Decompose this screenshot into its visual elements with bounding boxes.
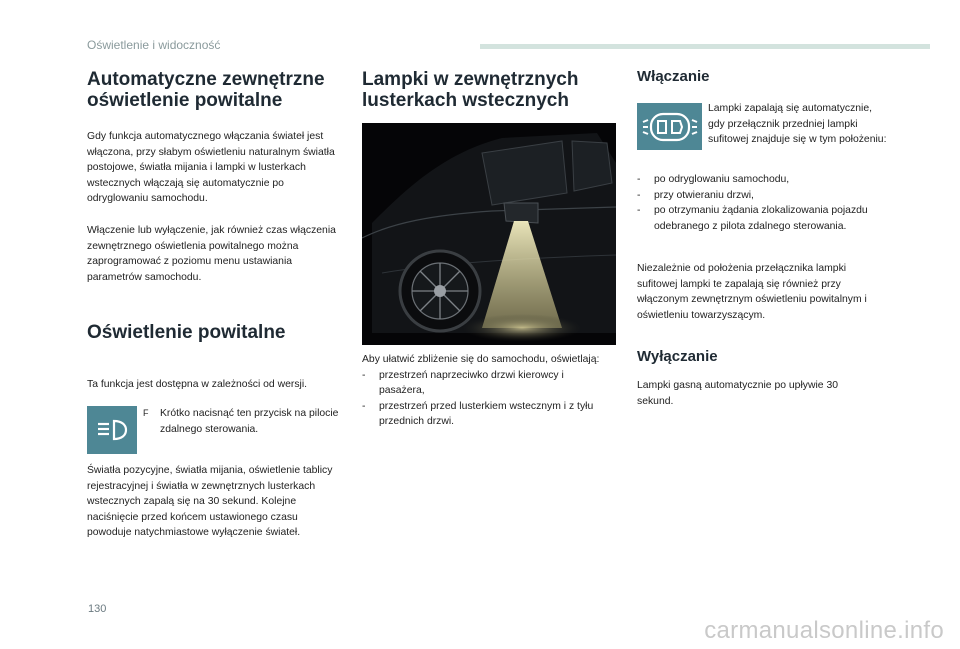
welcome-subtitle: Oświetlenie powitalne [87,322,286,343]
headlight-icon [95,418,129,442]
right-off-para-wrap [637,378,867,409]
left-para-4: Światła pozycyjne, światła mijania, oświetlenie tablicy rejestracyjnej i światła w zewnętrznych lusterkach wstecznych zapalą się na 30 sekund. Kolejne naciśnięcie przed końcem ustawionego czasu powoduje natychmiastowe wyłączenie świateł. [87,465,333,539]
left-para-4-wrap [87,463,342,541]
header-bar [480,44,930,49]
icon-description-wrap [708,101,888,148]
right-title-on: Włączanie [637,68,710,85]
list-item: - po otrzymaniu żądania zlokalizowania pojazdu odebranego z pilota zdalnego sterowania. [637,203,887,234]
right-off-para: Lampki gasną automatycznie po upływie 30 sekund. [637,380,839,407]
car-mirror-light-photo [362,123,616,345]
welcome-section [87,322,339,343]
watermark: carmanualsonline.info [704,617,944,644]
right-list-wrap [637,172,887,234]
right-list [637,172,887,234]
left-title: Automatyczne zewnętrzne oświetlenie powitalne [87,69,325,111]
courtesy-light-icon-box [637,103,702,150]
right-title-off: Wyłączanie [637,348,718,365]
icon-description: Lampki zapalają się automatycznie, gdy przełącznik przedniej lampki sufitowej znajduje się w tym położeniu: [708,103,887,146]
list-item: - przestrzeń przed lusterkiem wstecznym i z tyłu przednich drzwi. [362,399,612,430]
left-column [87,69,339,285]
middle-column [362,69,616,111]
left-para-1: Gdy funkcja automatycznego włączania świateł jest włączona, przy słabym oświetleniu naturalnym światła postojowe, światła mijania i lampki w lusterkach wstecznych włączają się automatycznie po odryglowaniu samochodu. [87,131,335,205]
list-item: - po odryglowaniu samochodu, [637,172,887,188]
middle-title: Lampki w zewnętrznych lusterkach wstecznych [362,69,579,111]
left-para-2: Włączenie lub wyłączenie, jak również czas włączenia zewnętrznego oświetlenia powitalnego można zaprogramować z poziomu menu ustawiania parametrów samochodu. [87,224,336,283]
right-para: Niezależnie od położenia przełącznika lampki sufitowej lampki te zapalają się również przy włączonym zewnętrznym oświetleniu powitalnym i oświetleniu towarzyszącym. [637,263,867,321]
list-item: - przy otwieraniu drzwi, [637,188,887,204]
step-bullet: F [143,408,149,418]
section-label: Oświetlenie i widoczność [87,38,221,52]
headlight-button-icon-box [87,406,137,454]
door-courtesy-light-icon [642,111,698,143]
middle-caption-intro: Aby ułatwić zbliżenie się do samochodu, oświetlają: [362,354,600,365]
step-text: Krótko nacisnąć ten przycisk na pilocie zdalnego sterowania. [160,408,339,435]
middle-list [362,368,612,430]
version-note-wrap [87,377,347,393]
middle-caption [362,352,612,430]
right-title-wrap [637,68,887,86]
page-number: 130 [88,603,107,615]
right-off-wrap [637,348,887,366]
list-item: - przestrzeń naprzeciwko drzwi kierowcy i pasażera, [362,368,612,399]
right-para-wrap [637,261,887,323]
version-note: Ta funkcja jest dostępna w zależności od wersji. [87,379,308,390]
step-instruction [143,406,343,437]
